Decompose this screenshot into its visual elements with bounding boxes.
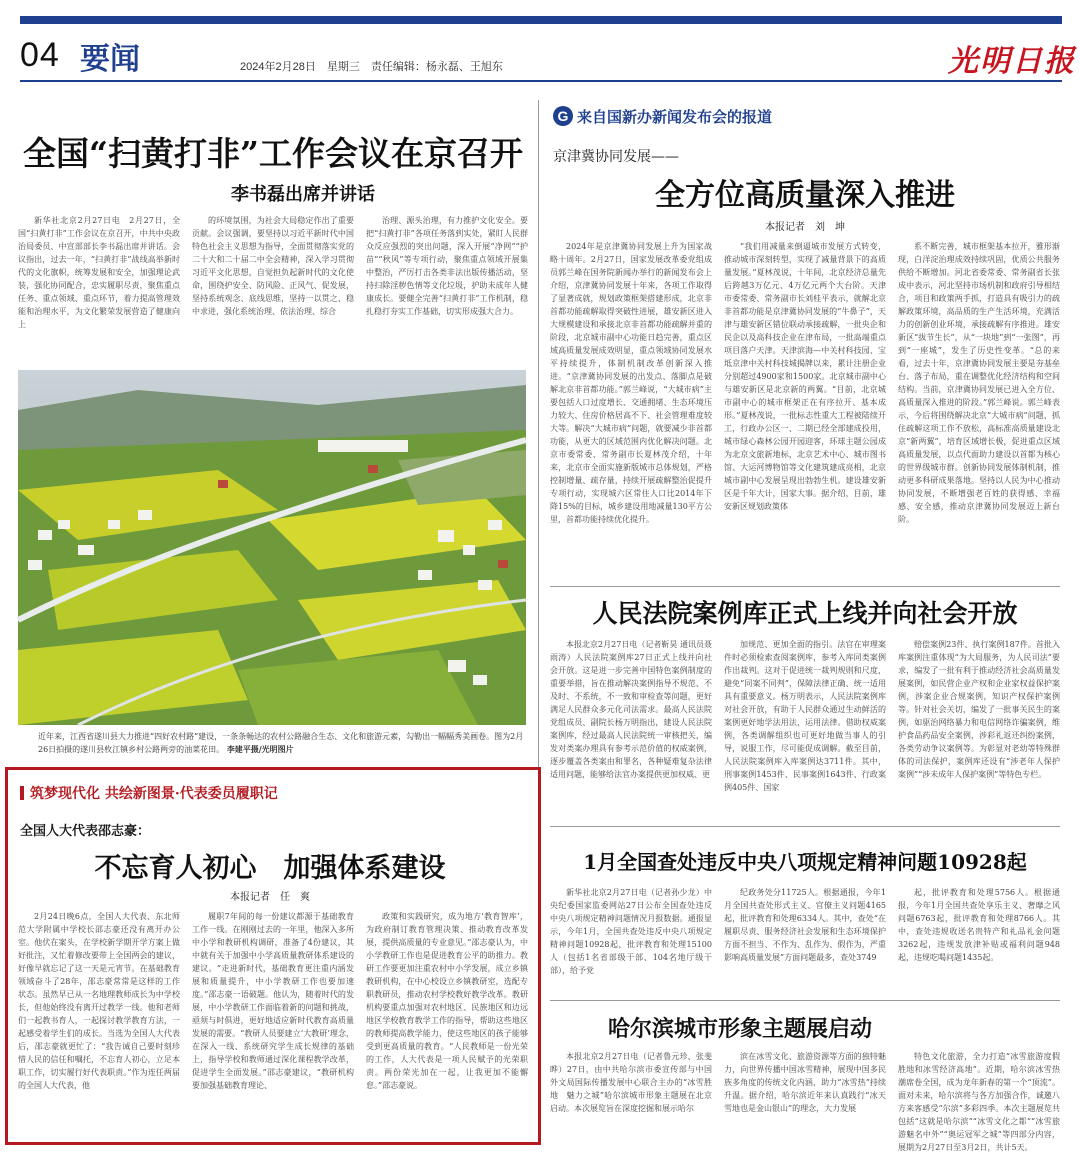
article4-body — [550, 886, 1060, 992]
top-rule — [20, 16, 1062, 24]
article5-body — [550, 1050, 1060, 1152]
article3-col2: 加规范、更加全面的指引。法官在审理案件时必须检索查阅案例库，参考入库同类案例作出裁判。这对于促进统一裁判规则和尺度，避免“同案不同判”，保障法律正确、统一适用具有重要意义。杨万明表示，人民法院案例库对社会开放，有助于人民群众通过生动鲜活的案例更好地学法用法，运用法律。借助权威案例，各类调解组织也可更好地做当事人的引导，说服工作，尽可能促成调解。截至目前，人民法院案例库入库案例达3711件。其中，刑事案例1453件、民事案例1643件、行政案例405件、国家 — [724, 640, 886, 792]
article2-byline: 本报记者 刘 坤 — [765, 222, 845, 233]
newspaper-logo: 光明日报 — [948, 44, 1076, 79]
article3-col1: 本报北京2月27日电（记者靳昊 通讯员聂雨涛）人民法院案例库27日正式上线并向社会开放。这是进一步完善中国特色案例制度的重要举措，旨在推动解决案例指导不规范、不及时、不系统，不一致和审检查等问题，更好满足人民群众多元化司法需求。最高人民法院党组成员、副院长杨万明指出，建设人民法院案例库，经过最高人民法院统一审核把关，编发对类案办理具有参考示范价值的权威案例，逐步覆盖各类案由和罪名，各种疑难复杂法律适用问题，能够给法官办案提供更加权威、更 — [550, 640, 712, 779]
feature-byline: 本报记者 任 爽 — [230, 892, 310, 903]
article5-col1: 本报北京2月27日电（记者鲁元珍、张斐晔）27日，由中共哈尔滨市委宣传部与中国外文局国际传播发展中心联合主办的“冰雪胜地 魅力之城”哈尔滨城市形象主题展在北京启动。本次展览旨在深度挖掘和展示哈尔 — [550, 1052, 712, 1113]
article4-title: 1月全国查处违反中央八项规定精神问题10928起 — [583, 850, 1027, 874]
article1-col1: 新华社北京2月27日电 2月27日，全国“扫黄打非”工作会议在京召开，中共中央政治局委员、中宣部部长李书磊出席并讲话。会议指出，过去一年，“扫黄打非”战线高举新时代的文化旗帜，统筹发展和安全，加强理论武装，强化协同配合，忠实履职尽责，聚焦重点任务、重点领域、重点环节，着力提高管理效能和治理水平，为文化繁荣发展营造了健康向上 — [18, 216, 180, 329]
article1-title: 全国“扫黄打非”工作会议在京召开 — [23, 134, 523, 173]
news-release-label — [553, 104, 772, 128]
news-release-label-text: 来自国新办新闻发布会的报道 — [577, 108, 773, 126]
feature-kicker: 筑梦现代化 共绘新图景·代表委员履职记 — [20, 783, 278, 803]
article5-col2: 滨在冰雪文化、旅游资源等方面的独特魅力，向世界传播中国冰雪精神，展现中国多民族多角度的传统文化内涵，助力“冰雪热”持续升温。据介绍，哈尔滨近年来认真践行“冰天雪地也是金山银山”的理念，大力发展 — [724, 1052, 886, 1113]
article1-body — [18, 214, 528, 362]
feature-pre-title: 全国人大代表邵志豪： — [20, 824, 151, 839]
photo-caption — [38, 730, 526, 756]
article3-col3: 赔偿案例23件、执行案例187件。首批入库案例注重体现“为大局服务，为人民司法”要求，编发了一批有利于推动经济社会高质量发展案例，如民营企业产权和企业家权益保护案例，涉案企业合规案例，知识产权保护案例等。针对社会关切，编发了一批事关民生的案例，如驱治网络暴力和电信网络诈骗案例，维护食品药品安全案例，涉彩礼返还纠纷案例，各类劳动争议案例等。为彰显对老幼等特殊群体的司法保护，案例库还设有“涉老年人保护案例”“涉未成年人保护案例”等特色专栏。 — [898, 640, 1060, 779]
article2-col2: “我们用减量来倒逼城市发展方式转变，推动城市深刻转型，实现了减量背景下的高质量发展。”夏林茂说，十年间，北京经济总量先后跨越3万亿元、4万亿元两个大台阶。天津市委常委、常务副市长刘桂平表示，就解北京非首都功能是京津冀协同发展的“牛鼻子”，天津与雄安新区错位联动承接疏解，一批央企和民企以及高科技企业在津布局，一批高端重点项目落户天津。天津滨海—中关村科技园、宝坻京津中关村科技城揭牌以来，累计注册企业分别超过4900家和1500家。北京城市副中心与雄安新区是北京新的两翼。“目前，北京城市副中心的城市框架正在有序拉开、基本成形。”夏林茂说，一批标志性重大工程被陆续开工，行政办公区一、二期已经全部建成投用，城市绿心森林公园开园迎客，环球主题公园成为北京文旅新地标，北京艺术中心、城市图书馆、大运河博物馆等文化建筑建成亮相，北京城市副中心发展呈现出勃勃生机。建设雄安新区是千年大计，国家大事。据介绍，目前，雄安新区规划政策体 — [724, 242, 886, 511]
article1-col2: 的环境氛围，为社会大局稳定作出了重要贡献。会议强调，要坚持以习近平新时代中国特色社会主义思想为指导，全面贯彻落实党的二十大和二十届二中全会精神，深入学习贯彻习近平文化思想，自觉担负起新时代的文化使命，围绕护安全、防风险、正风气、促发展，坚持系统观念、底线思维，坚持一以贯之、稳中求进，强化系统治理、依法治理、综合 — [192, 216, 354, 316]
article4-col1: 新华社北京2月27日电（记者孙少龙）中央纪委国家监委网站27日公布全国查处违反中央八项规定精神问题情况月报数据。通报显示，今年1月，全国共查处违反中央八项规定精神问题10928起，批评教育和处理15100人（包括1名省部级干部、104名地厅级干部），给予党 — [550, 888, 712, 975]
rapeseed-field-photo — [18, 370, 526, 725]
article2-body — [550, 240, 1060, 578]
feature-col1: 2月24日晚6点，全国人大代表、东北师范大学附属中学校长邵志豪还没有离开办公室。他伏在案头，在学校新学期开学方案上做好批注，又忙着修改要带上全国两会的建议，好像早就忘记了这一天是元宵节。在基础教育领域奋斗了28年，邵志豪常常是这样的工作状态。虽然早已从一名地理教师成长为中学校长，但他始终没有离开过教学一线。他和老师们一起教书育人，一起探讨教学教育方法，一起感受着学生们的成长。当选为全国人大代表后，邵志豪就更忙了：“我告诫自己要时刻珍惜人民的信任和嘱托，不忘育人初心，立足本职工作，切实履行好代表职责。”作为连任两届的全国人大代表，他 — [18, 912, 180, 1090]
article1-col3: 治理、源头治理，有力推护文化安全。要把“扫黄打非”各项任务落到实处，紧盯人民群众反应强烈的突出问题，深入开展“净网”“护苗”“秋风”等专项行动，聚焦重点领域开展集中整治，严厉打击各类非法出版传播活动，坚持扫除淫秽色情等文化垃圾，护助未成年人健康成长。要健全完善“扫黄打非”工作机制，稳扎稳打夯实工作基础，切实形成强大合力。 — [366, 216, 528, 316]
article2-col3: 系不断完善，城市框架基本拉开，雅形渐现，白洋淀治理成效持续巩固，优质公共服务供给不断增加。河北省委常委、常务副省长张成中表示，河北坚持市场机制和政府引导相结合，项目和政策两手抓，打造具有吸引力的疏解政策环境，高品质的生产生活环境，充满活力的创新创业环境，承接疏解有序推进。雄安新区“拔节生长”，从“一块地”到“一张图”，再到“一座城”，发生了历史性变革。“总的来看，过去十年，京津冀协同发展主要是夯基垒台、落子布局，重在调整优化经济结构和空间结构。当前，京津冀协同发展已进入全方位、高质量深入推进的阶段。”郭兰峰说。郭兰峰表示，今后将围绕解决北京“大城市病”问题，抓住疏解这项工作不放松，高标准高质量建设北京“新两翼”，培育区域增长极，促进重点区域高质量发展，以点代面助力建设以首都为核心的世界级城市群。创新协同发展体制机制，推动更多科研成果落地。坚持以人民为中心推动协同发展，不断增强老百姓的获得感、幸福感、安全感，推动京津冀协同发展迈上新台阶。 — [898, 242, 1060, 524]
feature-col2: 履职7年间的每一份建议都源于基础教育工作一线。在刚刚过去的一年里，他深入多所中小学和教研机构调研，准备了4份建议，其中就有关于加强中小学高质量教研体系建设的建议。“走进新时代，基础教育更注重内涵发展和质量提升，中小学教研工作也要加速度。”邵志豪一语破题。他认为，随着时代的发展，中小学教研工作面临着新的问题和挑战，亟须与时俱进，更好地适应新时代教育高质量发展的需要。“教研人员要建立‘大教研’理念，在深入一线、系统研究学生成长规律的基础上，指导学校和教师通过深化课程教学改革，促进学生全面发展。”邵志豪建议，“教研机构要加强基础教育理论、 — [192, 912, 354, 1090]
article2-title: 全方位高质量深入推进 — [655, 178, 955, 213]
article5-col3: 特色文化旅游，全力打造“冰雪旅游度假胜地和冰雪经济高地”。近期，哈尔滨冰雪热潮席卷全国，成为龙年新春的第一个“顶流”。面对未来，哈尔滨将与各方加强合作，诚邀八方来客感受“尔滨”多彩四季。本次主题展览共包括“这就是哈尔滨”“冰雪文化之都”“冰雪旅游魅名中外”“奥运冠军之城”等四部分内容，展期为2月27日至3月2日，共计5天。 — [898, 1052, 1060, 1152]
article4-col2: 纪政务处分11725人。根据通报，今年1月全国共查处形式主义、官僚主义问题4165起，批评教育和处理6334人。其中，查处“在履职尽责、服务经济社会发展和生态环境保护方面不担当、不作为、乱作为、假作为，严重影响高质量发展”方面问题最多，查处3749 — [724, 888, 886, 962]
article4-col3: 起，批评教育和处理5756人。根据通报，今年1月全国共查处享乐主义、奢靡之风问题6763起，批评教育和处理8766人。其中，查处违规收送名贵特产和礼品礼金问题3262起，违规发放津补贴或福利问题948起，违规吃喝问题1435起。 — [898, 888, 1060, 962]
page-number: 04 — [20, 36, 60, 74]
feature-title: 不忘育人初心 加强体系建设 — [94, 853, 446, 884]
feature-col3: 政策和实践研究，成为地方‘教育智库’，为政府制订教育管理决策、推动教育改革发展，提供高质量的专业意见。”邵志豪认为，中小学教研工作也是促进教育公平的助推力。教研工作要更加注重农村中小学发展，成立乡镇教研机构，在中心校设立乡镇教研室，选配专职教研员，推动农村学校教好教学改革。教研机构要重点加强对农村地区、民族地区和边远地区学校教育教学工作的指导，帮助这些地区的教师提高教学能力，使这些地区的孩子能够受到更高质量的教育。“人民教师是一份光荣的工作，人大代表是一项人民赋予的光荣职责。两份荣光加在一起，让我更加不能懈怠。”邵志豪说。 — [366, 912, 528, 1090]
article3-body — [550, 638, 1060, 816]
section-divider — [550, 586, 1060, 587]
article1-subtitle: 李书磊出席并讲话 — [231, 184, 375, 205]
feature-body — [18, 910, 528, 1138]
article5-title: 哈尔滨城市形象主题展启动 — [607, 1016, 872, 1042]
section-divider — [550, 1000, 1060, 1001]
section-title: 要闻 — [80, 42, 140, 77]
header-rule — [20, 80, 1062, 82]
caption-text: 近年来，江西省遂川县大力推进“四好农村路”建设，一条条畅达的农村公路融合生态、文化和旅游元素，勾勒出一幅幅秀美画卷。图为2月26日拍摄的遂川县枚江镇乡村公路两旁的油菜花田。 — [38, 732, 524, 754]
article2-col1: 2024年是京津冀协同发展上升为国家战略十周年。2月27日，国家发展改革委党组成员郭兰峰在国务院新闻办举行的新闻发布会上介绍，京津冀协同发展十年来，各项工作取得了显著成就，规划政策框架搭建形成，北京非首都功能疏解取得突破性进展，雄安新区进入大规模建设和承接北京非首都功能疏解并重的阶段，北京城市副中心功能日趋完善，重点区域高质量发展成效明显，重点领域协同发展水平持续提升，体制机制改革创新深入推进。“京津冀协同发展的出发点、落脚点是破解北京非首都功能。”郭兰峰说，“大城市病”主要包括人口过度增长、交通拥堵、生态环境压力较大、住房价格居高不下、社会管理难度较大等。解决“大城市病”问题，就要减少非首都功能，从更大的区域范围内优化解决问题。北京市委常委、常务副市长夏林茂介绍，十年来，北京市全面实施新版城市总体规划，严格控制增量、疏存量，持续开展疏解整治促提升专项行动，实现城六区常住人口比2014年下降15%的目标，城乡建设用地减量130平方公里，首都功能持续优化提升。 — [550, 242, 712, 524]
article2-pre-title: 京津冀协同发展—— — [553, 149, 679, 165]
date-line: 2024年2月28日 星期三 责任编辑：杨永磊、王旭东 — [240, 61, 503, 73]
article3-title: 人民法院案例库正式上线并向社会开放 — [592, 599, 1018, 628]
g-logo-icon: G — [553, 106, 573, 126]
section-divider — [550, 826, 1060, 827]
photo-credit: 李建平摄/光明图片 — [226, 744, 294, 754]
